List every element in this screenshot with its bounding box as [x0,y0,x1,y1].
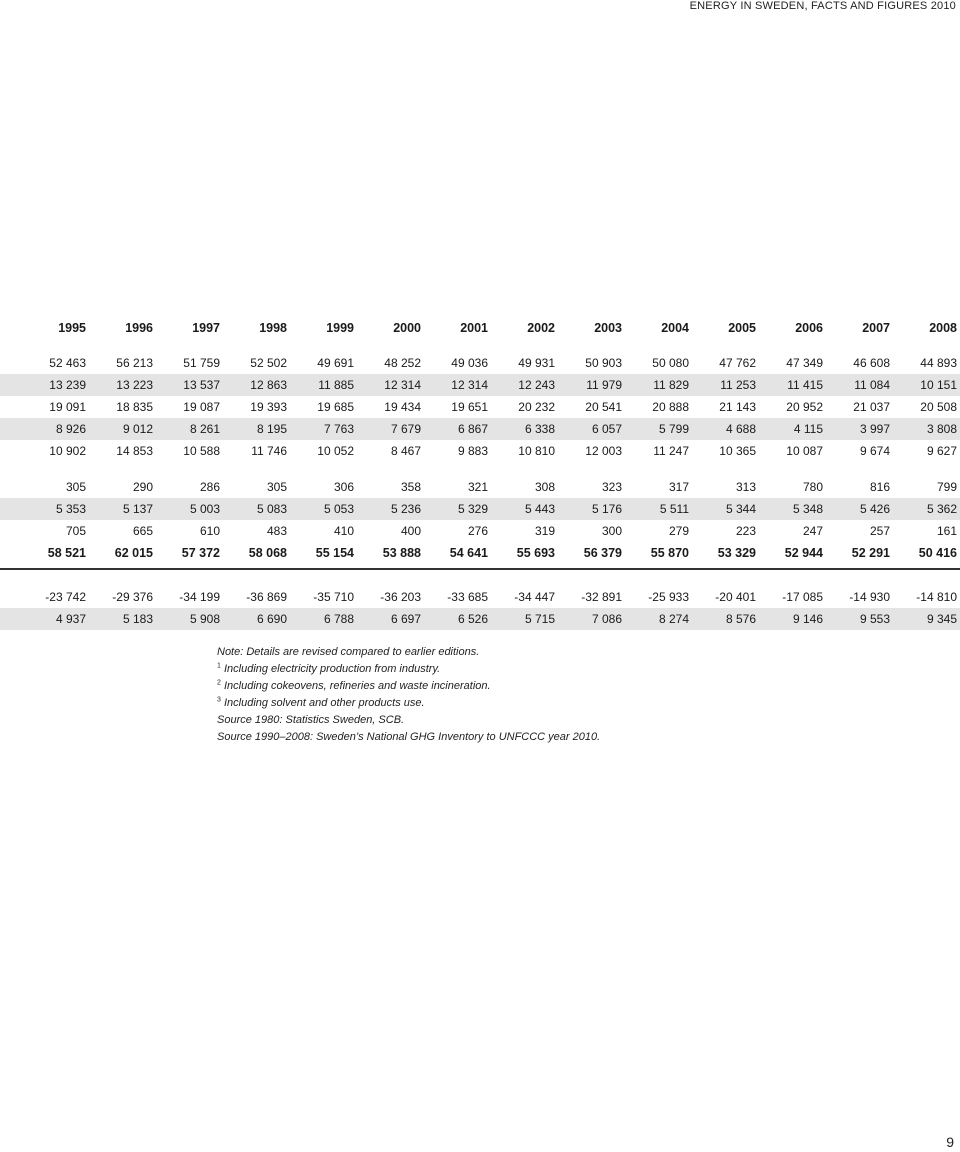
table-group-1 [0,352,960,462]
table-cell: 52 463 [49,356,86,370]
table-cell: 321 [467,480,488,494]
table-cell: 317 [668,480,689,494]
table-cell: 6 788 [323,612,354,626]
table-cell: 223 [735,524,756,538]
table-cell: 19 685 [317,400,354,414]
table-cell: 14 853 [116,444,153,458]
table-cell: 19 393 [250,400,287,414]
table-row [0,396,960,418]
year-header-cell: 2008 [929,321,957,335]
total-cell: 62 015 [114,546,153,560]
table-cell: -35 710 [313,590,354,604]
table-cell: 13 239 [49,378,86,392]
table-cell: 308 [534,480,555,494]
table-cell: 9 627 [926,444,957,458]
table-cell: 610 [199,524,220,538]
table-cell: 8 195 [256,422,287,436]
table-row [0,418,960,440]
year-header-cell: 2001 [460,321,488,335]
table-row [0,440,960,462]
table-cell: 10 151 [920,378,957,392]
table-cell: 483 [266,524,287,538]
table-cell: 9 146 [792,612,823,626]
table-cell: 290 [132,480,153,494]
table-cell: 11 247 [653,444,689,458]
table-cell: 49 931 [518,356,555,370]
table-cell: 11 415 [787,378,823,392]
table-cell: 10 588 [183,444,220,458]
year-header-cell: 2005 [728,321,756,335]
table-row [0,520,960,542]
table-cell: 5 362 [926,502,957,516]
table-cell: 8 467 [390,444,421,458]
table-cell: 13 537 [183,378,220,392]
table-cell: 9 883 [457,444,488,458]
table-cell: 12 863 [250,378,287,392]
table-cell: 19 434 [384,400,421,414]
table-cell: -36 203 [380,590,421,604]
table-cell: -14 930 [849,590,890,604]
table-cell: 257 [869,524,890,538]
table-cell: 18 835 [116,400,153,414]
table-cell: 11 979 [586,378,622,392]
table-cell: 6 057 [591,422,622,436]
year-header-cell: 1999 [326,321,354,335]
total-cell: 53 329 [717,546,756,560]
table-cell: -29 376 [112,590,153,604]
table-cell: 6 526 [457,612,488,626]
table-cell: 161 [936,524,957,538]
year-header-cell: 2000 [393,321,421,335]
table-row [0,476,960,498]
year-header-cell: 1995 [58,321,86,335]
table-cell: 21 037 [853,400,890,414]
table-cell: 4 937 [55,612,86,626]
table-cell: 13 223 [116,378,153,392]
table-cell: 323 [601,480,622,494]
table-cell: 49 691 [317,356,354,370]
table-cell: 19 087 [183,400,220,414]
table-cell: -20 401 [715,590,756,604]
year-header-cell: 1998 [259,321,287,335]
table-cell: 10 052 [317,444,354,458]
total-cell: 50 416 [918,546,957,560]
table-cell: 56 213 [116,356,153,370]
table-cell: 5 053 [323,502,354,516]
table-cell: 705 [65,524,86,538]
table-cell: 8 576 [725,612,756,626]
total-cell: 58 521 [47,546,86,560]
table-cell: 5 083 [256,502,287,516]
table-cell: 5 176 [591,502,622,516]
table-cell: 5 003 [189,502,220,516]
table-cell: 313 [735,480,756,494]
year-header-cell: 2006 [795,321,823,335]
table-cell: 8 274 [658,612,689,626]
table-cell: 10 087 [786,444,823,458]
total-cell: 56 379 [583,546,622,560]
table-cell: -34 199 [179,590,220,604]
table-cell: 10 810 [518,444,555,458]
table-cell: 286 [199,480,220,494]
notes-block [217,644,600,746]
table-cell: 7 679 [390,422,421,436]
footnote-2: $^2$ Including cokeovens, refineries and waste incineration. [217,679,491,692]
table-cell: 7 086 [591,612,622,626]
year-header-cell: 2004 [661,321,689,335]
table-cell: -33 685 [447,590,488,604]
table-cell: 50 080 [652,356,689,370]
table-cell: 21 143 [719,400,756,414]
table-cell: 3 808 [926,422,957,436]
total-cell: 53 888 [382,546,421,560]
table-cell: 410 [333,524,354,538]
table-cell: 5 344 [725,502,756,516]
table-cell: 20 232 [518,400,555,414]
table-cell: 8 261 [189,422,220,436]
table-cell: 11 253 [720,378,756,392]
table-cell: 5 353 [55,502,86,516]
total-row [0,542,960,564]
table-cell: 279 [668,524,689,538]
table-cell: 10 365 [719,444,756,458]
table-cell: 816 [869,480,890,494]
table-cell: 11 829 [653,378,689,392]
table-cell: 20 952 [786,400,823,414]
table-row [0,352,960,374]
table-cell: 5 799 [658,422,689,436]
table-cell: 51 759 [183,356,220,370]
table-cell: -32 891 [581,590,622,604]
source-line-2: Source 1990–2008: Sweden’s National GHG Inventory to UNFCCC year 2010. [217,731,601,743]
table-cell: -23 742 [45,590,86,604]
table-cell: 305 [65,480,86,494]
table-cell: 12 314 [451,378,488,392]
table-cell: 9 553 [859,612,890,626]
total-cell: 54 641 [449,546,488,560]
table-row [0,498,960,520]
table-cell: 6 697 [390,612,421,626]
year-header-cell: 2003 [594,321,622,335]
table-cell: 19 091 [49,400,86,414]
table-row [0,608,960,630]
total-cell: 55 693 [516,546,555,560]
table-cell: 5 236 [390,502,421,516]
table-cell: 306 [333,480,354,494]
table-cell: 44 893 [920,356,957,370]
table-cell: 305 [266,480,287,494]
table-cell: 20 541 [585,400,622,414]
table-cell: 12 243 [518,378,555,392]
table-cell: 6 338 [524,422,555,436]
table-cell: -14 810 [916,590,957,604]
table-cell: 5 329 [457,502,488,516]
table-cell: 3 997 [859,422,890,436]
table-cell: 10 902 [49,444,86,458]
total-cell: 58 068 [248,546,287,560]
year-header-cell: 1997 [192,321,220,335]
running-header: ENERGY IN SWEDEN, FACTS AND FIGURES 2010 [689,0,956,12]
total-cell: 55 870 [650,546,689,560]
table-cell: 12 003 [585,444,622,458]
total-cell: 55 154 [315,546,354,560]
year-header-cell: 2007 [862,321,890,335]
table-row [0,374,960,396]
table-cell: 6 867 [457,422,488,436]
table-cell: 5 443 [524,502,555,516]
table-cell: 11 746 [251,444,287,458]
table-cell: 5 715 [524,612,555,626]
table-cell: 46 608 [853,356,890,370]
table-cell: -17 085 [782,590,823,604]
table-cell: 9 012 [122,422,153,436]
table-rule [0,568,960,570]
table-cell: 799 [936,480,957,494]
table-cell: 7 763 [323,422,354,436]
note-line: Note: Details are revised compared to earlier editions. [217,646,480,658]
table-cell: 19 651 [451,400,488,414]
table-cell: 47 349 [786,356,823,370]
table-cell: 400 [400,524,421,538]
table-cell: 4 115 [793,422,823,436]
table-cell: 665 [132,524,153,538]
table-cell: 20 888 [652,400,689,414]
table-cell: 4 688 [725,422,756,436]
table-cell: -34 447 [514,590,555,604]
year-header-cell: 1996 [125,321,153,335]
table-row [0,586,960,608]
table-cell: 48 252 [384,356,421,370]
table-cell: 47 762 [719,356,756,370]
total-cell: 52 291 [851,546,890,560]
total-cell: 57 372 [181,546,220,560]
footnote-3: $^3$ Including solvent and other products use. [217,696,425,709]
table-cell: 49 036 [451,356,488,370]
table-cell: 12 314 [384,378,421,392]
table-cell: 5 426 [859,502,890,516]
table-cell: 300 [601,524,622,538]
footnote-1: $^1$ Including electricity production from industry. [217,662,441,675]
table-cell: 9 345 [926,612,957,626]
table-cell: 9 674 [859,444,890,458]
table-cell: 358 [400,480,421,494]
table-cell: 6 690 [256,612,287,626]
table-cell: 247 [802,524,823,538]
table-cell: 5 183 [122,612,153,626]
emissions-table [0,318,960,630]
table-cell: 8 926 [55,422,86,436]
table-cell: 276 [467,524,488,538]
year-header-cell: 2002 [527,321,555,335]
table-group-3 [0,586,960,630]
table-cell: 11 885 [318,378,354,392]
table-cell: 5 137 [122,502,153,516]
table-cell: 5 511 [659,502,689,516]
page-number: 9 [946,1134,954,1150]
table-cell: 52 502 [250,356,287,370]
total-cell: 52 944 [784,546,823,560]
table-cell: -36 869 [246,590,287,604]
table-cell: 780 [802,480,823,494]
year-header-row [0,318,960,338]
source-line-1: Source 1980: Statistics Sweden, SCB. [217,714,405,726]
table-cell: 20 508 [920,400,957,414]
table-cell: 5 348 [792,502,823,516]
table-cell: 319 [534,524,555,538]
table-cell: -25 933 [648,590,689,604]
table-cell: 11 084 [854,378,890,392]
table-cell: 5 908 [189,612,220,626]
table-cell: 50 903 [585,356,622,370]
table-group-2 [0,476,960,542]
